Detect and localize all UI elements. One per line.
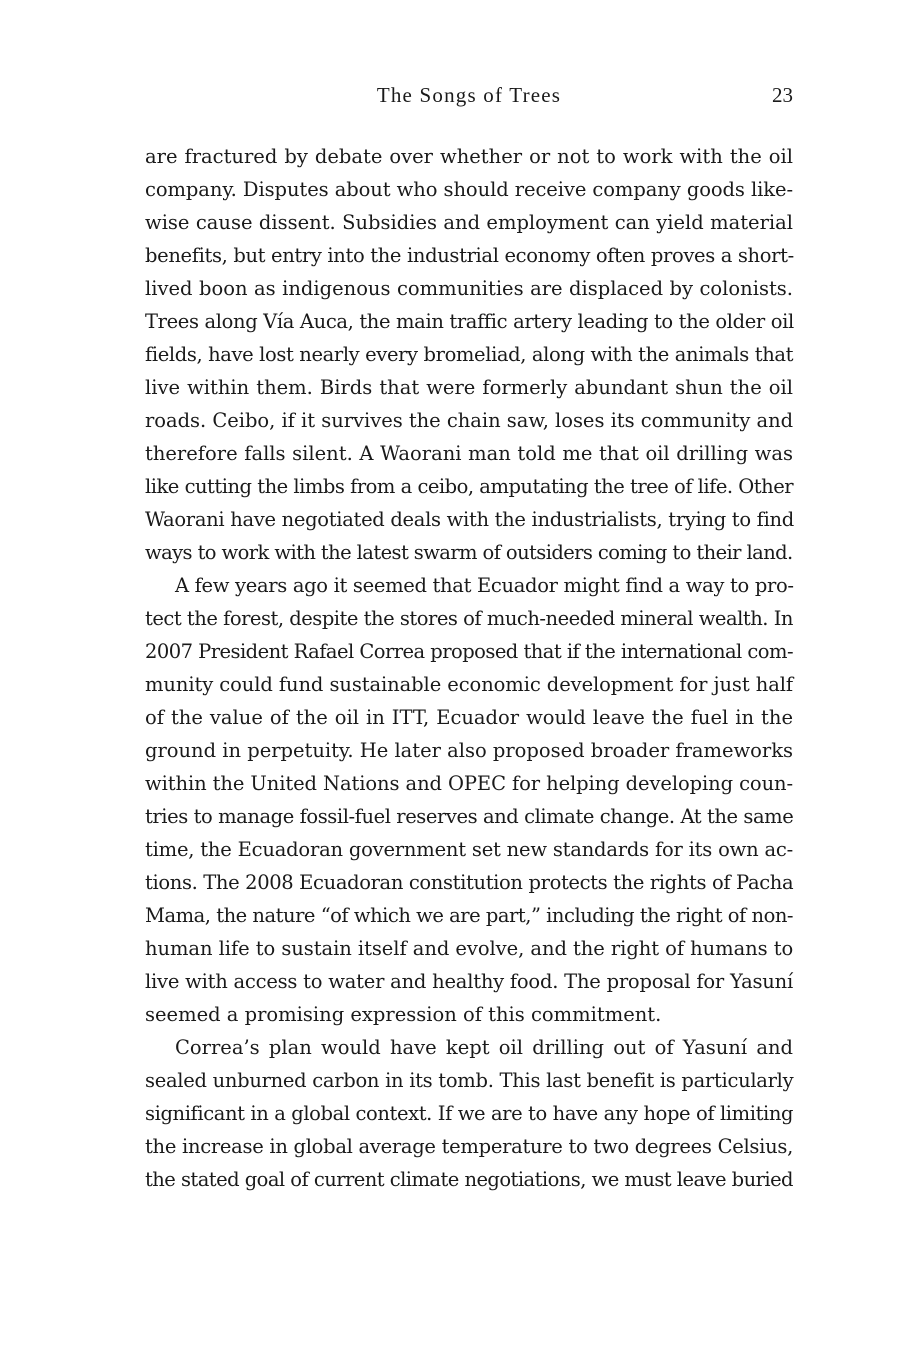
text-line: company. Disputes about who should receive company goods like-: [145, 178, 793, 201]
text-line: tions. The 2008 Ecuadoran constitution protects the rights of Pacha: [145, 871, 794, 894]
text-line: seemed a promising expression of this commitment.: [145, 1003, 662, 1026]
text-line: therefore falls silent. A Waorani man told me that oil drilling was: [145, 442, 793, 465]
paragraph: [145, 569, 793, 1031]
text-line: like cutting the limbs from a ceibo, amputating the tree of life. Other: [145, 475, 794, 498]
text-line: A few years ago it seemed that Ecuador might find a way to pro-: [175, 574, 794, 597]
running-header: [145, 78, 793, 112]
text-line: live within them. Birds that were formerly abundant shun the oil: [145, 376, 793, 399]
text-line: roads. Ceibo, if it survives the chain saw, loses its community and: [145, 409, 794, 432]
text-line: ground in perpetuity. He later also proposed broader frameworks: [145, 739, 793, 762]
text-line: Mama, the nature “of which we are part,” including the right of non-: [145, 904, 793, 927]
text-line: Correa’s plan would have kept oil drilling out of Yasuní and: [175, 1036, 793, 1059]
text-line: human life to sustain itself and evolve, and the right of humans to: [145, 937, 794, 960]
text-line: time, the Ecuadoran government set new standards for its own ac-: [145, 838, 793, 861]
text-line: of the value of the oil in ITT, Ecuador would leave the fuel in the: [145, 706, 793, 729]
text-line: benefits, but entry into the industrial economy often proves a short-: [145, 244, 794, 267]
text-line: ways to work with the latest swarm of outsiders coming to their land.: [145, 541, 793, 564]
text-line: fields, have lost nearly every bromeliad, along with the animals that: [145, 343, 794, 366]
text-line: lived boon as indigenous communities are displaced by colonists.: [145, 277, 793, 300]
text-line: live with access to water and healthy food. The proposal for Yasuní: [145, 970, 793, 993]
text-line: Waorani have negotiated deals with the industrialists, trying to find: [145, 508, 794, 531]
running-title: The Songs of Trees: [376, 83, 562, 107]
text-line: the stated goal of current climate negotiations, we must leave buried: [145, 1168, 793, 1191]
text-line: sealed unburned carbon in its tomb. This last benefit is particularly: [145, 1069, 794, 1092]
text-line: significant in a global context. If we are to have any hope of limiting: [145, 1102, 794, 1125]
text-line: Trees along Vía Auca, the main traffic artery leading to the older oil: [145, 310, 794, 333]
text-line: munity could fund sustainable economic development for just half: [145, 673, 793, 696]
text-line: wise cause dissent. Subsidies and employment can yield material: [145, 211, 793, 234]
text-line: the increase in global average temperature to two degrees Celsius,: [145, 1135, 793, 1158]
body-text: [145, 140, 793, 1196]
text-line: tect the forest, despite the stores of much-needed mineral wealth. In: [145, 607, 793, 630]
paragraph: [145, 1031, 793, 1196]
text-line: within the United Nations and OPEC for helping developing coun-: [145, 772, 793, 795]
paragraph: [145, 140, 793, 569]
text-line: are fractured by debate over whether or not to work with the oil: [145, 145, 793, 168]
text-line: tries to manage fossil-fuel reserves and climate change. At the same: [145, 805, 794, 828]
text-line: 2007 President Rafael Correa proposed that if the international com-: [145, 640, 793, 663]
page-number: 23: [772, 83, 793, 107]
